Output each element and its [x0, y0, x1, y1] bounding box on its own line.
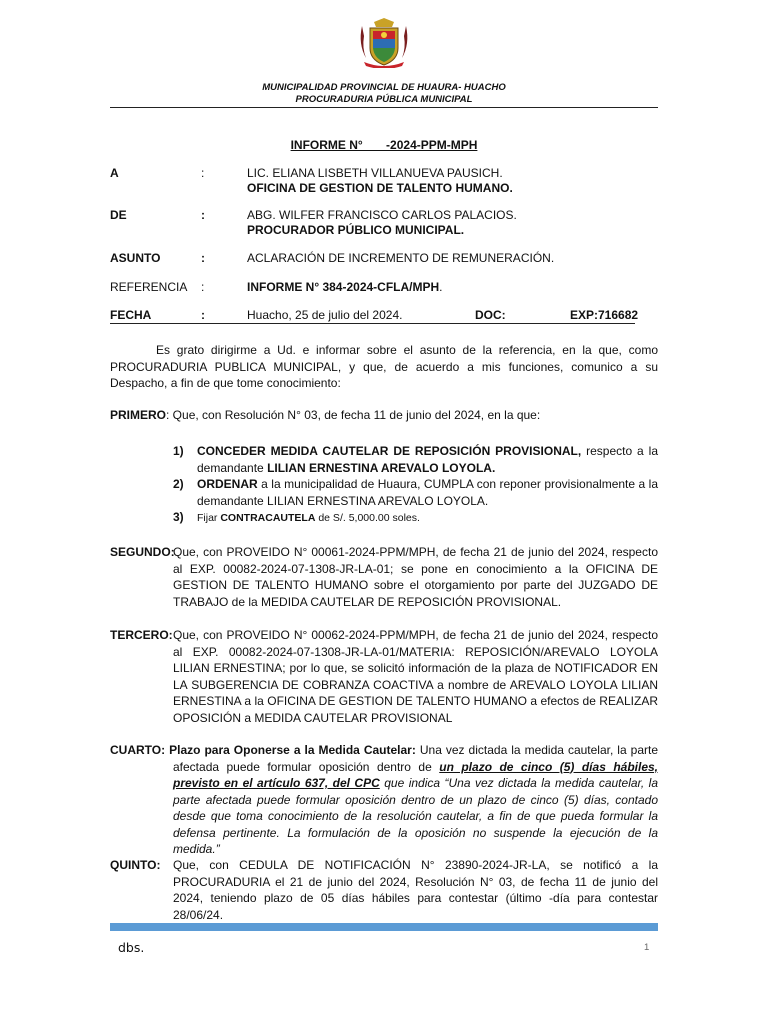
field-fecha-value: Huacho, 25 de julio del 2024. — [247, 308, 403, 322]
field-doc-label: DOC: — [475, 308, 506, 322]
field-a-office: OFICINA DE GESTION DE TALENTO HUMANO. — [247, 181, 513, 195]
primero-paragraph — [110, 407, 658, 424]
quinto-head: QUINTO: — [110, 858, 161, 872]
field-de-role: PROCURADOR PÚBLICO MUNICIPAL. — [247, 223, 465, 237]
field-asunto-value: ACLARACIÓN DE INCREMENTO DE REMUNERACIÓN. — [247, 251, 555, 265]
field-de-name: ABG. WILFER FRANCISCO CARLOS PALACIOS. — [247, 208, 517, 222]
field-exp-number: EXP:716682 — [570, 308, 639, 322]
list-item-number: 2) — [173, 477, 184, 491]
cuarto-quote: que indica “Una vez dictada la medida cautelar, la parte afectada puede formular oposición dentro de un plazo de cinco (5) días, contado desde que toma conocimiento de la resolución cautelar, a fin de que pueda formular la defensa pertinente. La formulación de la oposición no suspende la ejecución de la medida.” — [173, 776, 658, 856]
list-item-number: 1) — [173, 444, 184, 458]
cuarto-paragraph — [110, 742, 658, 858]
tercero-paragraph — [110, 627, 658, 726]
municipal-crest-icon — [356, 18, 412, 68]
tercero-text: Que, con PROVEIDO N° 00062-2024-PPM/MPH, de fecha 21 de junio del 2024, respecto al EXP. 00082-2024-07-1308-JR-LA-01/MATERIA: REPOSICIÓN/AREVALO LOYOLA LILIAN ERNESTINA; por lo que, se solicitó información de la plaza de NOTIFICADOR EN LA SUBGERENCIA DE COBRANZA COACTIVA a nombre de AREVALO LOYOLA LILIAN ERNESTINA a la OFICINA DE GESTION DE TALENTO HUMANO a efectos de REALIZAR OPOSICIÓN a MEDIDA CAUTELAR PROVISIONAL — [173, 628, 658, 725]
quinto-text: Que, con CEDULA DE NOTIFICACIÓN N° 23890-2024-JR-LA, se notificó a la PROCURADURIA el 21 de junio del 2024, Resolución N° 03, de fecha 11 de junio del 2024, teniendo plazo de 05 días hábiles para contestar (último -día para contestar 28/06/24. — [173, 858, 658, 922]
field-de-colon: : — [201, 208, 205, 222]
list-item — [173, 509, 658, 527]
resolution-list — [173, 443, 658, 527]
list-item-bold: ORDENAR — [197, 477, 258, 491]
page-number: 1 — [644, 942, 650, 953]
header-divider — [110, 107, 658, 108]
field-asunto-label: ASUNTO — [110, 251, 161, 265]
primero-head: PRIMERO — [110, 408, 167, 422]
field-de-label: DE — [110, 208, 127, 222]
document-title: INFORME N° -2024-PPM-MPH — [290, 138, 478, 152]
intro-paragraph — [110, 342, 658, 392]
field-asunto-colon: : — [201, 251, 205, 265]
cuarto-emphasis: un plazo de cinco (5) días hábiles, previsto en el artículo 637, del CPC — [173, 759, 658, 790]
list-item — [173, 476, 658, 509]
footer-bar — [110, 923, 658, 931]
field-fecha-colon: : — [201, 308, 205, 322]
field-a-label: A — [110, 166, 119, 180]
cuarto-text-1: Una vez dictada la medida cautelar, la parte afectada puede formular oposición dentro de — [173, 743, 658, 774]
list-item-bold: CONTRACAUTELA — [220, 512, 316, 524]
fecha-underline — [110, 323, 635, 324]
primero-text: : Que, con Resolución N° 03, de fecha 11 de junio del 2024, en la que: — [166, 408, 541, 422]
list-item-text: a la municipalidad de Huaura, CUMPLA con reponer provisionalmente a la demandante LILIAN ERNESTINA AREVALO LOYOLA. — [197, 477, 658, 508]
list-item-number: 3) — [173, 510, 184, 524]
cuarto-head: CUARTO: Plazo para Oponerse a la Medida Cautelar: — [110, 743, 416, 757]
field-fecha-label: FECHA — [110, 308, 152, 322]
header-municipality: MUNICIPALIDAD PROVINCIAL DE HUAURA- HUACHO — [262, 82, 506, 93]
list-item-bold: CONCEDER MEDIDA CAUTELAR DE REPOSICIÓN PROVISIONAL, — [197, 444, 582, 458]
list-item-text: respecto a la demandante — [197, 444, 658, 475]
list-item — [173, 443, 658, 476]
field-referencia-value: INFORME N° 384-2024-CFLA/MPH — [247, 280, 440, 294]
segundo-text: Que, con PROVEIDO N° 00061-2024-PPM/MPH, de fecha 21 de junio del 2024, respecto al EXP. 00082-2024-07-1308-JR-LA-01; se pone en conocimiento a la OFICINA DE GESTION DE TALENTO HUMANO sobre el otorgamiento por parte del JUZGADO DE TRABAJO de la MEDIDA CAUTELAR DE REPOSICIÓN PROVISIONAL. — [173, 545, 658, 609]
quinto-paragraph — [110, 857, 658, 923]
field-referencia-period: . — [439, 280, 443, 294]
field-a-colon: : — [201, 166, 205, 180]
field-referencia-colon: : — [201, 280, 205, 294]
segundo-paragraph — [110, 544, 658, 610]
segundo-head: SEGUNDO: — [110, 545, 175, 559]
tercero-head: TERCERO: — [110, 628, 173, 642]
list-item-name: LILIAN ERNESTINA AREVALO LOYOLA. — [267, 460, 496, 475]
list-item-pre: Fijar — [197, 512, 221, 524]
field-a-name: LIC. ELIANA LISBETH VILLANUEVA PAUSICH. — [247, 166, 503, 180]
footer-initials: dbs. — [118, 940, 145, 955]
field-referencia-label: REFERENCIA — [110, 280, 188, 294]
list-item-text: de S/. 5,000.00 soles. — [315, 512, 420, 524]
intro-text: Es grato dirigirme a Ud. e informar sobre el asunto de la referencia, en la que, como PROCURADURIA PUBLICA MUNICIPAL, y que, de acuerdo a mis funciones, comunico a su Despacho, a fin de que tome conocimiento: — [110, 343, 658, 390]
header-office: PROCURADURIA PÚBLICA MUNICIPAL — [295, 94, 473, 105]
